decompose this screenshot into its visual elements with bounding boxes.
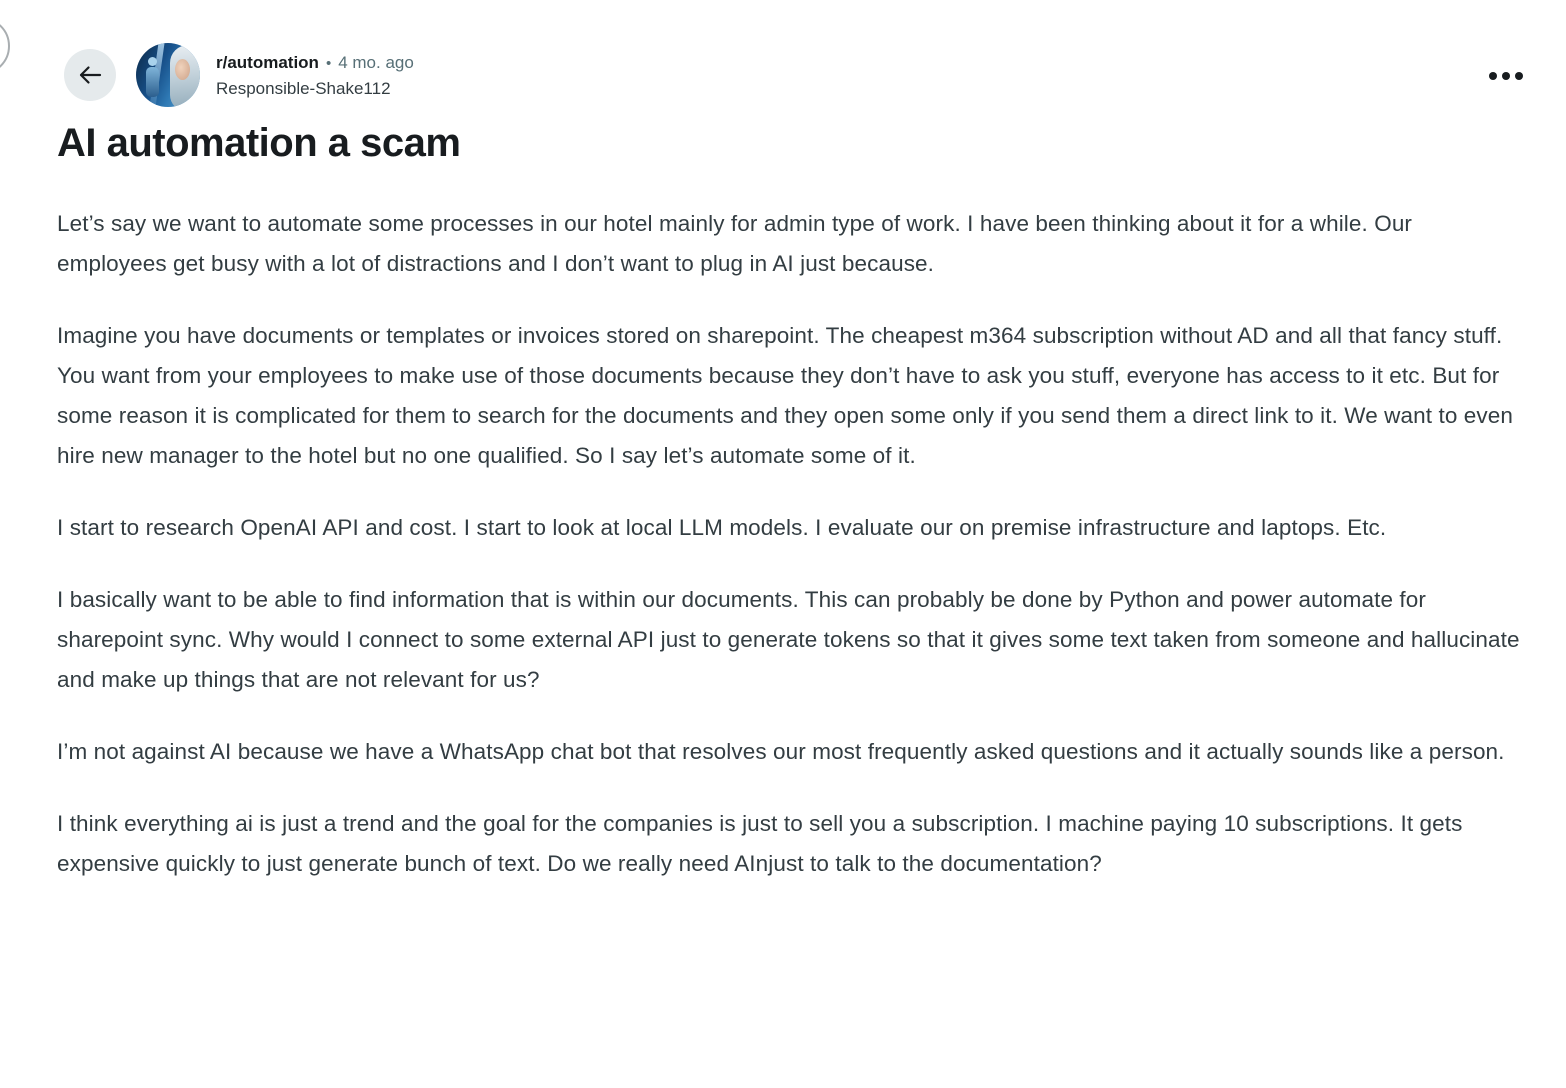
avatar-art-robot bbox=[146, 67, 159, 97]
edge-partial-circle bbox=[0, 17, 10, 75]
post-paragraph: I basically want to be able to find information that is within our documents. This can probably be done by Python and power automate for sharepoint sync. Why would I connect to some external API just to generate tokens so that it gives some text taken from someone and hallucinate and make up things that are not relevant for us? bbox=[57, 587, 1520, 692]
ellipsis-icon bbox=[1489, 72, 1497, 80]
subreddit-link[interactable]: r/automation bbox=[216, 52, 319, 72]
author-link[interactable]: Responsible-Shake112 bbox=[216, 78, 391, 98]
post-paragraph: Let’s say we want to automate some processes in our hotel mainly for admin type of work. I have been thinking about it for a while. Our employees get busy with a lot of distractions and I don’t want to plug in AI just because. bbox=[57, 211, 1413, 276]
post-paragraph: I’m not against AI because we have a WhatsApp chat bot that resolves our most frequently asked questions and it actually sounds like a person. bbox=[57, 739, 1505, 764]
back-button[interactable] bbox=[64, 49, 116, 101]
overflow-menu-button[interactable] bbox=[1484, 58, 1528, 94]
post-paragraph: I think everything ai is just a trend and the goal for the companies is just to sell you a subscription. I machine paying 10 subscriptions. It gets expensive quickly to just generate bunch of text. Do we really need AInjust to talk to the documentation? bbox=[57, 811, 1463, 876]
post-paragraph: Imagine you have documents or templates or invoices stored on sharepoint. The cheapest m364 subscription without AD and all that fancy stuff. You want from your employees to make use of those documents because they don’t have to ask you stuff, everyone has access to it etc. But for some reason it is complicated for them to search for the documents and they open some only if you send them a direct link to it. We want to even hire new manager to the hotel but no one qualified. So I say let’s automate some of it. bbox=[57, 323, 1513, 468]
avatar-art-face bbox=[175, 59, 190, 80]
post-body bbox=[57, 204, 1523, 884]
post-meta-line1 bbox=[216, 50, 414, 76]
avatar-art-robot-head bbox=[148, 57, 157, 66]
post-title: AI automation a scam bbox=[57, 121, 461, 165]
post-timestamp: 4 mo. ago bbox=[338, 52, 414, 72]
avatar[interactable] bbox=[136, 43, 200, 107]
meta-separator: • bbox=[325, 54, 332, 72]
post-meta bbox=[216, 50, 414, 101]
post-header bbox=[64, 43, 414, 107]
post-paragraph: I start to research OpenAI API and cost. I start to look at local LLM models. I evaluate our on premise infrastructure and laptops. Etc. bbox=[57, 515, 1387, 540]
arrow-left-icon bbox=[76, 61, 104, 89]
